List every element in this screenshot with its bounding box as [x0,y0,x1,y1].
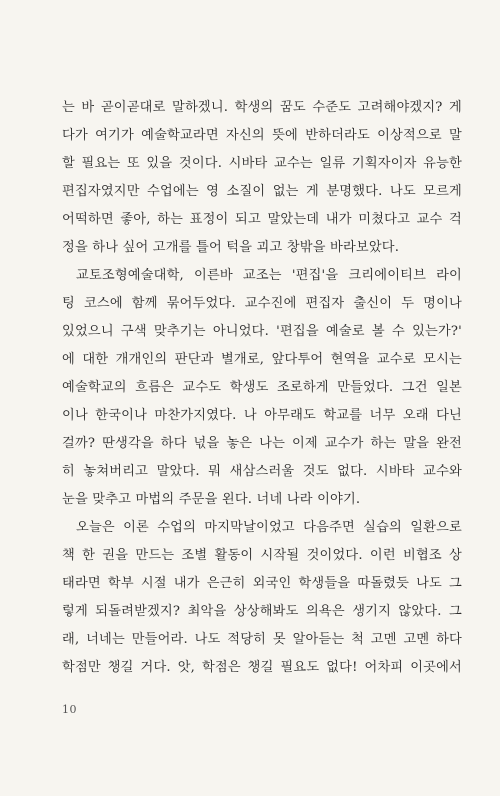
text-line: 히 놓쳐버리고 말았다. 뭐 새삼스러울 것도 없다. 시바타 교수와 [62,464,462,479]
text-line: 어떡하면 좋아, 하는 표정이 되고 말았는데 내가 미쳤다고 교수 걱 [62,212,462,227]
text-line: 에 대한 개개인의 판단과 별개로, 앞다투어 현역을 교수로 모시는 [62,352,462,367]
text-line: 눈을 맞추고 마법의 주문을 왼다. 너네 나라 이야기. [62,492,361,507]
text-line: 래, 너네는 만들어라. 나도 적당히 못 알아듣는 척 고멘 고멘 하다 [62,632,462,647]
text-line: 편집자였지만 수업에는 영 소질이 없는 게 분명했다. 나도 모르게 [62,184,462,199]
paragraph [62,262,462,514]
text-line: 할 필요는 또 있을 것이다. 시바타 교수는 일류 기획자이자 유능한 [62,156,462,171]
text-line: 있었으니 구색 맞추기는 아니었다. '편집을 예술로 볼 수 있는가?' [62,324,462,339]
text-line: 다가 여기가 예술학교라면 자신의 뜻에 반하더라도 이상적으로 말 [62,128,462,143]
text-line: 예술학교의 흐름은 교수도 학생도 조로하게 만들었다. 그건 일본 [62,380,462,395]
text-line: 태라면 학부 시절 내가 은근히 외국인 학생들을 따돌렸듯 나도 그 [62,576,462,591]
text-line: 학점만 챙길 거다. 앗, 학점은 챙길 필요도 없다! 어차피 이곳에서 [62,660,462,675]
paragraph [62,94,462,262]
text-line: 렇게 되돌려받겠지? 최악을 상상해봐도 의욕은 생기지 않았다. 그 [62,604,462,619]
text-line: 오늘은 이론 수업의 마지막날이었고 다음주면 실습의 일환으로 [76,520,462,535]
text-line: 걸까? 딴생각을 하다 넋을 놓은 나는 이제 교수가 하는 말을 완전 [62,436,462,451]
text-line: 이나 한국이나 마찬가지였다. 나 아무래도 학교를 너무 오래 다닌 [62,408,462,423]
text-line: 는 바 곧이곧대로 말하겠니. 학생의 꿈도 수준도 고려해야겠지? 게 [62,100,462,115]
page-number: 10 [62,703,77,716]
paragraph [62,514,462,682]
page-body [62,94,462,682]
text-line: 정을 하나 싶어 고개를 틀어 턱을 괴고 창밖을 바라보았다. [62,240,400,255]
text-line: 교토조형예술대학, 이른바 교조는 '편집'을 크리에이티브 라이 [76,268,462,283]
text-line: 책 한 권을 만드는 조별 활동이 시작될 것이었다. 이런 비협조 상 [62,548,462,563]
text-line: 팅 코스에 함께 묶어두었다. 교수진에 편집자 출신이 두 명이나 [62,296,462,311]
